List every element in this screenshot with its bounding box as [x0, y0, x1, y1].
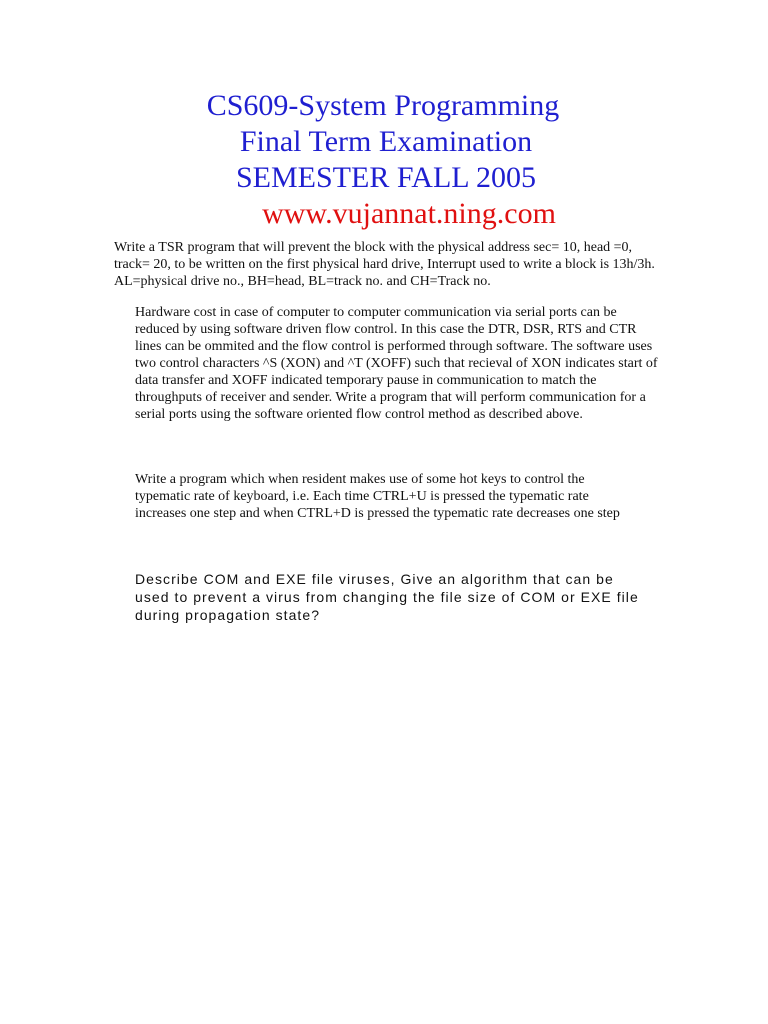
question-2: Hardware cost in case of computer to computer communication via serial ports can be reduced by using software driven flow control. In this case the DTR, DSR, RTS and CTR lines can be ommited and the flow control is performed through software. The software uses two control characters ^S (XON) and ^T (XOFF) such that recieval of XON indicates start of data transfer and XOFF indicated temporary pause in communication to match the throughputs of receiver and sender. Write a program that will perform communication for a serial ports using the software oriented flow control method as described above.: [135, 305, 658, 422]
exam-title: Final Term Examination: [239, 125, 533, 158]
website-link[interactable]: www.vujannat.ning.com: [262, 197, 556, 230]
semester-title: SEMESTER FALL 2005: [235, 161, 536, 194]
question-1: Write a TSR program that will prevent the block with the physical address sec= 10, head =0, track= 20, to be written on the first physical hard drive, Interrupt used to write a block is 13h/3h. AL=physical drive no., BH=head, BL=track no. and CH=Track no.: [114, 240, 655, 289]
question-4: Describe COM and EXE file viruses, Give an algorithm that can be used to prevent a virus from changing the file size of COM or EXE file during propagation state?: [135, 571, 639, 623]
document-header: [0, 88, 768, 232]
course-title: CS609-System Programming: [206, 89, 560, 122]
question-3: Write a program which when resident makes use of some hot keys to control the typematic rate of keyboard, i.e. Each time CTRL+U is pressed the typematic rate increases one step and when CTRL+D is pressed the typematic rate decreases one step: [135, 472, 620, 521]
